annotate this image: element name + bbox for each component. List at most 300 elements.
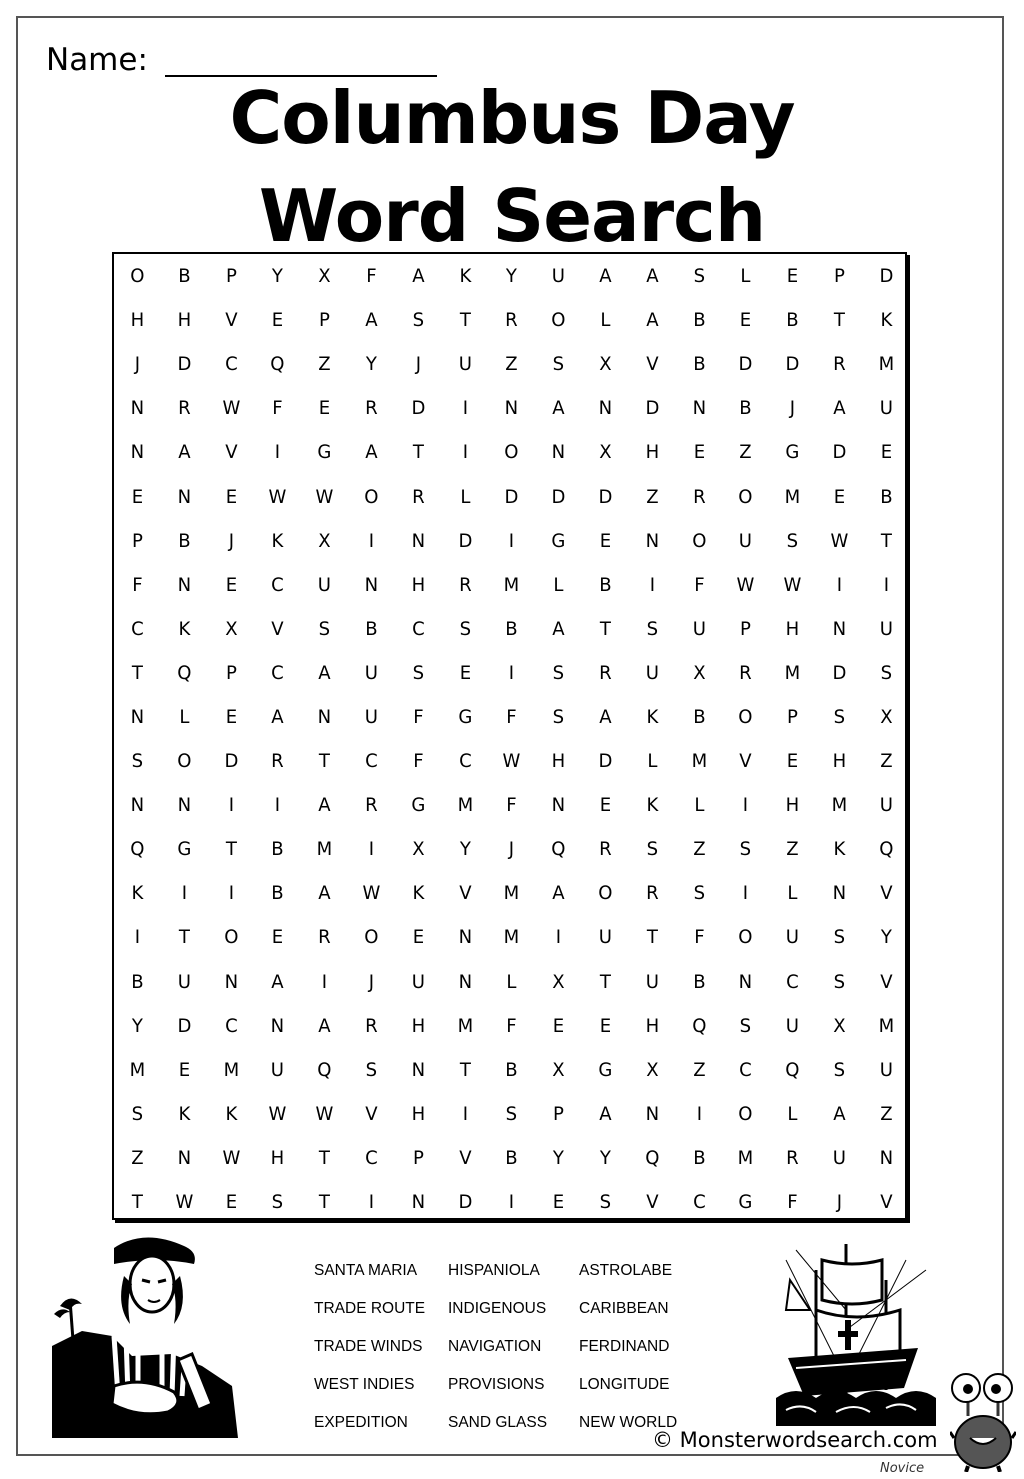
grid-letter[interactable]: G [738,1191,753,1214]
grid-letter[interactable]: D [832,661,847,684]
grid-letter[interactable]: P [319,309,331,332]
grid-letter[interactable]: I [836,573,843,596]
grid-letter[interactable]: C [458,750,472,773]
grid-letter[interactable]: N [177,794,191,817]
grid-letter[interactable]: G [411,794,426,817]
grid-letter[interactable]: Y [599,1146,611,1169]
grid-letter[interactable]: I [462,1102,468,1125]
grid-letter[interactable]: Z [131,1146,144,1169]
grid-letter[interactable]: U [832,1146,846,1169]
grid-letter[interactable]: N [177,1146,191,1169]
grid-letter[interactable]: O [738,705,753,728]
grid-letter[interactable]: U [879,397,893,420]
grid-letter[interactable]: A [271,705,284,728]
grid-letter[interactable]: Y [553,1146,565,1169]
grid-letter[interactable]: D [738,353,753,376]
grid-letter[interactable]: V [224,441,238,464]
grid-letter[interactable]: Q [317,1058,332,1081]
grid-letter[interactable]: T [319,1146,331,1169]
grid-letter[interactable]: J [134,353,141,376]
grid-letter[interactable]: J [415,353,421,376]
grid-letter[interactable]: E [225,1191,237,1214]
grid-letter[interactable]: N [505,397,519,420]
grid-letter[interactable]: I [368,838,375,861]
grid-letter[interactable]: N [458,970,472,993]
grid-letter[interactable]: A [411,265,425,288]
grid-letter[interactable]: D [598,485,613,508]
grid-letter[interactable]: A [271,970,284,993]
grid-letter[interactable]: G [177,838,192,861]
grid-letter[interactable]: V [739,750,752,773]
grid-letter[interactable]: S [833,970,846,993]
grid-letter[interactable]: Y [459,838,471,861]
grid-letter[interactable]: B [505,1146,518,1169]
grid-letter[interactable]: Z [692,1058,706,1081]
grid-letter[interactable]: T [319,750,331,773]
grid-letter[interactable]: L [787,882,798,905]
grid-letter[interactable]: Z [879,1102,893,1125]
grid-letter[interactable]: S [459,617,471,640]
grid-letter[interactable]: H [785,794,800,817]
grid-letter[interactable]: N [130,441,145,464]
grid-letter[interactable]: Y [880,926,892,949]
grid-letter[interactable]: S [646,617,658,640]
grid-letter[interactable]: B [739,397,752,420]
grid-letter[interactable]: J [509,838,515,861]
grid-letter[interactable]: K [412,882,425,905]
grid-letter[interactable]: M [129,1058,146,1081]
grid-letter[interactable]: J [836,1191,843,1214]
grid-letter[interactable]: X [833,1014,846,1037]
grid-letter[interactable]: E [225,573,237,596]
grid-letter[interactable]: H [411,1102,425,1125]
grid-letter[interactable]: A [599,1102,612,1125]
grid-letter[interactable]: W [315,485,334,508]
grid-letter[interactable]: M [784,661,801,684]
grid-letter[interactable]: O [223,926,239,949]
grid-letter[interactable]: V [879,882,893,905]
grid-letter[interactable]: I [181,882,187,905]
grid-letter[interactable]: P [740,617,752,640]
grid-letter[interactable]: O [551,309,566,332]
grid-letter[interactable]: V [365,1102,378,1125]
grid-letter[interactable]: I [228,882,234,905]
grid-letter[interactable]: F [132,573,143,596]
grid-letter[interactable]: S [365,1058,378,1081]
grid-letter[interactable]: B [271,838,284,861]
grid-letter[interactable]: L [600,309,611,332]
grid-letter[interactable]: T [833,309,845,332]
grid-letter[interactable]: S [552,661,565,684]
grid-letter[interactable]: E [786,750,799,773]
grid-letter[interactable]: H [645,441,659,464]
grid-letter[interactable]: B [692,970,706,993]
grid-letter[interactable]: M [223,1058,239,1081]
grid-letter[interactable]: W [315,1102,334,1125]
grid-letter[interactable]: A [645,309,659,332]
grid-letter[interactable]: X [552,1058,565,1081]
grid-letter[interactable]: P [833,265,845,288]
grid-letter[interactable]: N [645,1102,659,1125]
grid-letter[interactable]: M [457,794,473,817]
grid-letter[interactable]: H [832,750,847,773]
grid-letter[interactable]: X [411,838,425,861]
grid-letter[interactable]: L [647,750,658,773]
grid-letter[interactable]: D [458,529,472,552]
grid-letter[interactable]: D [458,1191,472,1214]
grid-letter[interactable]: S [552,705,565,728]
grid-letter[interactable]: I [462,397,468,420]
grid-letter[interactable]: A [552,397,565,420]
grid-letter[interactable]: R [365,397,378,420]
grid-letter[interactable]: L [459,485,471,508]
grid-letter[interactable]: H [551,750,566,773]
grid-letter[interactable]: D [598,750,613,773]
grid-letter[interactable]: R [833,353,846,376]
grid-letter[interactable]: H [130,309,145,332]
grid-letter[interactable]: A [599,265,612,288]
grid-letter[interactable]: L [179,705,190,728]
grid-letter[interactable]: K [178,1102,191,1125]
grid-letter[interactable]: V [458,1146,472,1169]
grid-letter[interactable]: I [696,1102,702,1125]
grid-letter[interactable]: E [272,926,284,949]
grid-letter[interactable]: W [175,1191,194,1214]
grid-letter[interactable]: T [178,926,190,949]
grid-letter[interactable]: S [833,705,846,728]
grid-letter[interactable]: T [599,617,611,640]
grid-letter[interactable]: N [224,970,238,993]
grid-letter[interactable]: M [691,750,707,773]
grid-letter[interactable]: Z [879,750,893,773]
grid-letter[interactable]: E [786,265,799,288]
grid-letter[interactable]: Q [879,838,894,861]
grid-letter[interactable]: M [457,1014,473,1037]
grid-letter[interactable]: B [692,309,706,332]
grid-letter[interactable]: G [317,441,332,464]
grid-letter[interactable]: U [785,1014,800,1037]
grid-letter[interactable]: S [693,265,705,288]
grid-letter[interactable]: K [880,309,893,332]
grid-letter[interactable]: L [693,794,704,817]
grid-letter[interactable]: R [739,661,753,684]
grid-letter[interactable]: A [318,661,331,684]
grid-letter[interactable]: E [459,661,471,684]
grid-letter[interactable]: N [738,970,753,993]
grid-letter[interactable]: A [645,265,659,288]
grid-letter[interactable]: X [879,705,893,728]
grid-letter[interactable]: N [364,573,379,596]
grid-letter[interactable]: R [365,794,378,817]
grid-letter[interactable]: M [878,1014,894,1037]
grid-letter[interactable]: N [130,397,145,420]
grid-letter[interactable]: U [177,970,191,993]
grid-letter[interactable]: Q [645,1146,660,1169]
grid-letter[interactable]: S [131,1102,144,1125]
grid-letter[interactable]: I [368,529,375,552]
grid-letter[interactable]: S [833,1058,846,1081]
grid-letter[interactable]: O [691,529,707,552]
grid-letter[interactable]: X [224,617,238,640]
grid-letter[interactable]: A [318,1014,331,1037]
grid-letter[interactable]: J [228,529,234,552]
grid-letter[interactable]: H [645,1014,659,1037]
grid-letter[interactable]: O [504,441,519,464]
grid-letter[interactable]: P [131,529,143,552]
grid-letter[interactable]: P [225,661,237,684]
grid-letter[interactable]: D [879,265,894,288]
grid-letter[interactable]: T [131,1191,143,1214]
grid-letter[interactable]: C [692,1191,706,1214]
grid-letter[interactable]: I [275,794,281,817]
grid-letter[interactable]: R [365,1014,378,1037]
grid-letter[interactable]: Y [506,265,518,288]
grid-letter[interactable]: D [645,397,660,420]
grid-letter[interactable]: B [692,353,706,376]
grid-letter[interactable]: N [458,926,472,949]
grid-letter[interactable]: T [880,529,892,552]
grid-letter[interactable]: E [552,1191,565,1214]
grid-letter[interactable]: S [646,838,658,861]
grid-letter[interactable]: D [551,485,566,508]
grid-letter[interactable]: B [786,309,799,332]
grid-letter[interactable]: X [645,1058,659,1081]
grid-letter[interactable]: B [692,1146,706,1169]
grid-letter[interactable]: D [224,750,238,773]
grid-letter[interactable]: B [599,573,612,596]
grid-letter[interactable]: U [364,661,378,684]
grid-letter[interactable]: X [318,529,331,552]
grid-letter[interactable]: I [228,794,234,817]
grid-letter[interactable]: E [225,705,237,728]
grid-letter[interactable]: U [598,926,612,949]
grid-letter[interactable]: M [737,1146,754,1169]
grid-letter[interactable]: A [833,397,846,420]
grid-letter[interactable]: I [649,573,655,596]
grid-letter[interactable]: R [645,882,659,905]
grid-letter[interactable]: I [134,926,141,949]
grid-letter[interactable]: R [599,838,612,861]
grid-letter[interactable]: F [693,573,705,596]
grid-letter[interactable]: D [177,1014,192,1037]
grid-letter[interactable]: K [225,1102,237,1125]
grid-letter[interactable]: T [459,1058,471,1081]
grid-letter[interactable]: O [364,485,379,508]
grid-letter[interactable]: N [879,1146,893,1169]
grid-letter[interactable]: Y [365,353,377,376]
grid-letter[interactable]: I [368,1191,375,1214]
grid-letter[interactable]: I [462,441,468,464]
grid-letter[interactable]: A [599,705,612,728]
grid-letter[interactable]: U [692,617,706,640]
grid-letter[interactable]: O [738,1102,753,1125]
grid-letter[interactable]: E [599,1014,612,1037]
grid-letter[interactable]: V [645,1191,659,1214]
grid-letter[interactable]: F [693,926,705,949]
grid-letter[interactable]: B [505,1058,518,1081]
grid-letter[interactable]: S [833,926,846,949]
grid-letter[interactable]: F [272,397,283,420]
grid-letter[interactable]: I [743,882,749,905]
grid-letter[interactable]: W [222,397,240,420]
grid-letter[interactable]: Z [318,353,331,376]
grid-letter[interactable]: O [130,265,145,288]
grid-letter[interactable]: C [739,1058,753,1081]
grid-letter[interactable]: Q [691,1014,707,1037]
grid-letter[interactable]: H [270,1146,285,1169]
grid-letter[interactable]: G [551,529,566,552]
grid-letter[interactable]: Q [785,1058,800,1081]
grid-letter[interactable]: X [692,661,706,684]
grid-letter[interactable]: L [553,573,564,596]
grid-letter[interactable]: T [459,309,471,332]
grid-letter[interactable]: G [457,705,472,728]
grid-letter[interactable]: I [555,926,562,949]
grid-letter[interactable]: U [879,617,893,640]
grid-letter[interactable]: F [506,794,517,817]
grid-letter[interactable]: C [224,1014,238,1037]
grid-letter[interactable]: S [412,661,424,684]
grid-letter[interactable]: E [833,485,846,508]
grid-letter[interactable]: W [736,573,755,596]
grid-letter[interactable]: T [225,838,237,861]
grid-letter[interactable]: G [785,441,800,464]
grid-letter[interactable]: E [272,309,284,332]
grid-letter[interactable]: F [506,705,517,728]
grid-letter[interactable]: S [599,1191,612,1214]
grid-letter[interactable]: S [786,529,799,552]
grid-letter[interactable]: R [318,926,331,949]
grid-letter[interactable]: I [743,794,749,817]
grid-letter[interactable]: C [786,970,799,993]
grid-letter[interactable]: W [268,485,287,508]
grid-letter[interactable]: U [879,1058,893,1081]
grid-letter[interactable]: E [318,397,331,420]
grid-letter[interactable]: X [552,970,565,993]
grid-letter[interactable]: O [598,882,613,905]
grid-letter[interactable]: N [645,529,659,552]
grid-letter[interactable]: E [880,441,892,464]
grid-letter[interactable]: H [785,617,800,640]
grid-letter[interactable]: S [880,661,892,684]
grid-letter[interactable]: N [130,705,145,728]
grid-letter[interactable]: E [599,529,612,552]
grid-letter[interactable]: O [177,750,192,773]
grid-letter[interactable]: Z [739,441,752,464]
grid-letter[interactable]: W [222,1146,240,1169]
grid-letter[interactable]: B [879,485,893,508]
grid-letter[interactable]: I [883,573,889,596]
grid-letter[interactable]: U [317,573,332,596]
grid-letter[interactable]: G [598,1058,613,1081]
grid-letter[interactable]: A [552,882,565,905]
grid-letter[interactable]: K [459,265,471,288]
grid-letter[interactable]: N [598,397,613,420]
grid-letter[interactable]: F [412,705,424,728]
grid-letter[interactable]: L [506,970,517,993]
grid-letter[interactable]: N [832,617,847,640]
grid-letter[interactable]: W [783,573,802,596]
grid-letter[interactable]: N [130,794,145,817]
grid-letter[interactable]: H [177,309,191,332]
grid-letter[interactable]: N [271,1014,285,1037]
grid-letter[interactable]: B [505,617,518,640]
grid-letter[interactable]: S [318,617,331,640]
grid-letter[interactable]: E [693,441,705,464]
grid-letter[interactable]: S [506,1102,518,1125]
grid-letter[interactable]: B [271,882,284,905]
grid-letter[interactable]: R [786,1146,799,1169]
grid-letter[interactable]: N [551,794,566,817]
grid-letter[interactable]: R [505,309,519,332]
grid-letter[interactable]: X [599,353,612,376]
grid-letter[interactable]: V [271,617,284,640]
grid-letter[interactable]: J [368,970,375,993]
grid-letter[interactable]: S [552,353,565,376]
grid-letter[interactable]: K [833,838,846,861]
grid-letter[interactable]: X [318,265,331,288]
grid-letter[interactable]: B [131,970,144,993]
grid-letter[interactable]: W [268,1102,287,1125]
grid-letter[interactable]: U [879,794,893,817]
grid-letter[interactable]: V [224,309,238,332]
grid-letter[interactable]: E [225,485,237,508]
grid-letter[interactable]: M [503,573,520,596]
grid-letter[interactable]: R [692,485,706,508]
grid-letter[interactable]: S [131,750,144,773]
grid-letter[interactable]: C [365,1146,378,1169]
grid-letter[interactable]: S [740,1014,752,1037]
grid-letter[interactable]: C [365,750,378,773]
grid-letter[interactable]: D [785,353,800,376]
grid-letter[interactable]: I [509,529,515,552]
grid-letter[interactable]: E [131,485,144,508]
grid-letter[interactable]: H [411,1014,425,1037]
grid-letter[interactable]: B [692,705,706,728]
grid-letter[interactable]: N [411,1191,425,1214]
grid-letter[interactable]: N [411,529,425,552]
grid-letter[interactable]: U [739,529,753,552]
grid-letter[interactable]: R [599,661,612,684]
grid-letter[interactable]: F [506,1014,517,1037]
grid-letter[interactable]: O [364,926,379,949]
grid-letter[interactable]: L [740,265,751,288]
grid-letter[interactable]: D [411,397,426,420]
grid-letter[interactable]: M [784,485,801,508]
grid-letter[interactable]: C [411,617,425,640]
grid-letter[interactable]: M [316,838,333,861]
grid-letter[interactable]: M [878,353,894,376]
grid-letter[interactable]: K [646,705,659,728]
grid-letter[interactable]: O [738,926,753,949]
grid-letter[interactable]: V [645,353,659,376]
grid-letter[interactable]: T [599,970,611,993]
grid-letter[interactable]: U [551,265,566,288]
grid-letter[interactable]: N [411,1058,425,1081]
grid-letter[interactable]: W [830,529,849,552]
grid-letter[interactable]: P [225,265,237,288]
grid-letter[interactable]: A [318,794,331,817]
grid-letter[interactable]: Z [786,838,799,861]
grid-letter[interactable]: T [131,661,143,684]
grid-letter[interactable]: I [275,441,281,464]
grid-letter[interactable]: S [740,838,752,861]
grid-letter[interactable]: F [412,750,424,773]
grid-letter[interactable]: U [458,353,472,376]
grid-letter[interactable]: E [178,1058,190,1081]
grid-letter[interactable]: Y [272,265,284,288]
grid-letter[interactable]: V [879,970,893,993]
